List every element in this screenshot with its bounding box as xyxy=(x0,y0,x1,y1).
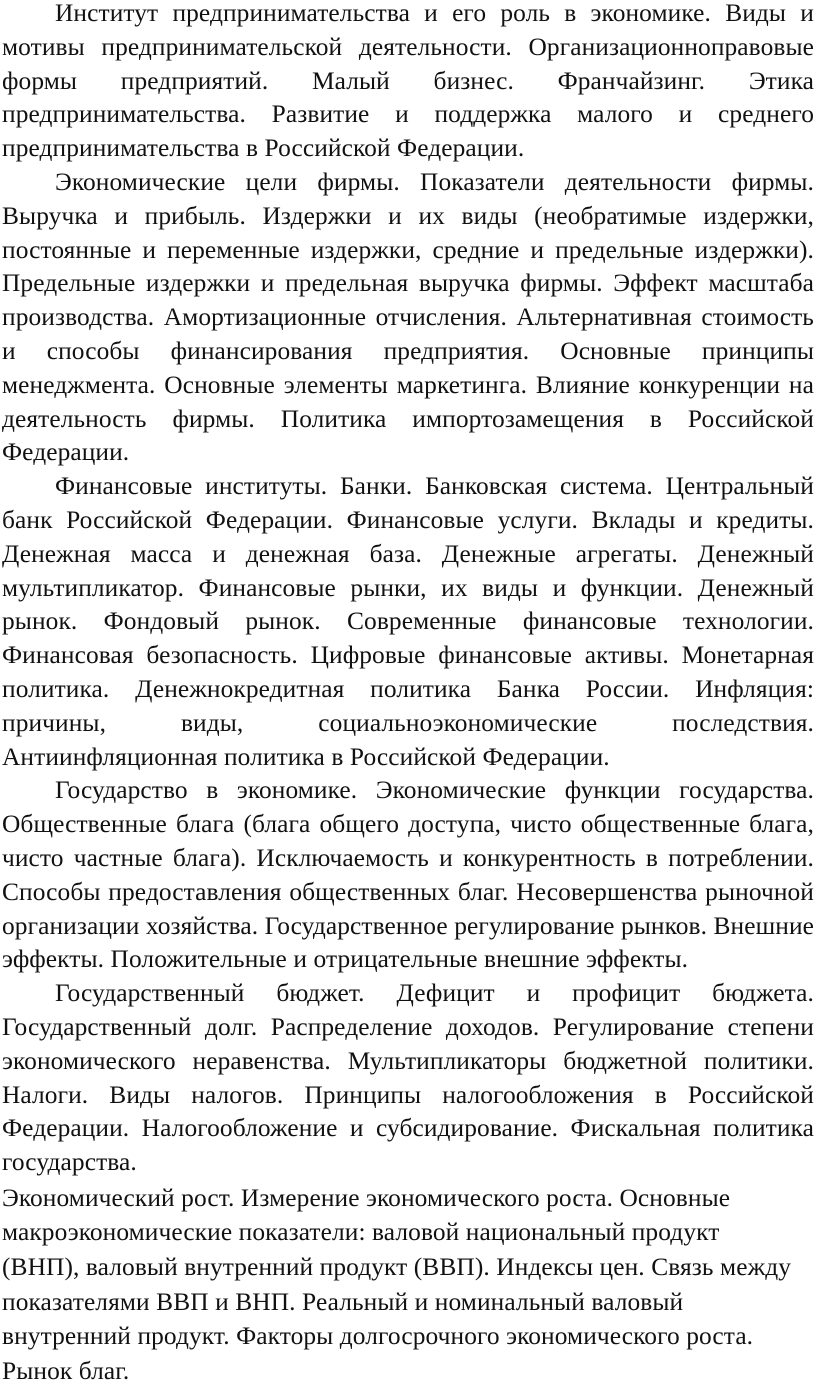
paragraph-financial-institutions: Финансовые институты. Банки. Банковская система. Центральный банк Российской Федерации. Финансовые услуги. Вклады и кредиты. Денежная масса и денежная база. Денежные агрегаты. Денежный мультипликатор. Финансовые рынки, их виды и функции. Денежный рынок. Фондовый рынок. Современные финансовые технологии. Финансовая безопасность. Цифровые финансовые активы. Монетарная политика. Денежнокредитная политика Банка России. Инфляция: причины, виды, социальноэкономические последствия. Антиинфляционная политика в Российской Федерации. xyxy=(2,472,814,771)
paragraph-firm-goals: Экономические цели фирмы. Показатели деятельности фирмы. Выручка и прибыль. Издержки и их виды (необратимые издержки, постоянные и переменные издержки, средние и предельные издержки). Предельные издержки и предельная выручка фирмы. Эффект масштаба производства. Амортизационные отчисления. Альтернативная стоимость и способы финансирования предприятия. Основные принципы менеджмента. Основные элементы маркетинга. Влияние конкуренции на деятельность фирмы. Политика импортозамещения в Российской Федерации. xyxy=(2,167,814,467)
paragraph-state-in-economy: Государство в экономике. Экономические функции государства. Общественные блага (блага общего доступа, чисто общественные блага, чисто частные блага). Исключаемость и конкурентность в потреблении. Способы предоставления общественных благ. Несовершенства рыночной организации хозяйства. Государственное регулирование рынков. Внешние эффекты. Положительные и отрицательные внешние эффекты. xyxy=(2,776,815,974)
paragraph-entrepreneurship: Институт предпринимательства и его роль в экономике. Виды и мотивы предпринимательской деятельности. Организационноправовые формы предприятий. Малый бизнес. Франчайзинг. Этика предпринимательства. Развитие и поддержка малого и среднего предпринимательства в Российской Федерации. xyxy=(2,0,814,163)
paragraph-economic-growth: Экономический рост. Измерение экономического роста. Основные макроэкономические показатели: валовой национальный продукт (ВНП), валовый внутренний продукт (ВВП). Индексы цен. Связь между показателями ВВП и ВНП. Реальный и номинальный валовый внутренний продукт. Факторы долгосрочного экономического роста. Рынок благ. xyxy=(2,1183,792,1385)
paragraph-state-budget: Государственный бюджет. Дефицит и профицит бюджета. Государственный долг. Распределение доходов. Регулирование степени экономического неравенства. Мультипликаторы бюджетной политики. Налоги. Виды налогов. Принципы налогообложения в Российской Федерации. Налогообложение и субсидирование. Фискальная политика государства. xyxy=(2,979,814,1177)
